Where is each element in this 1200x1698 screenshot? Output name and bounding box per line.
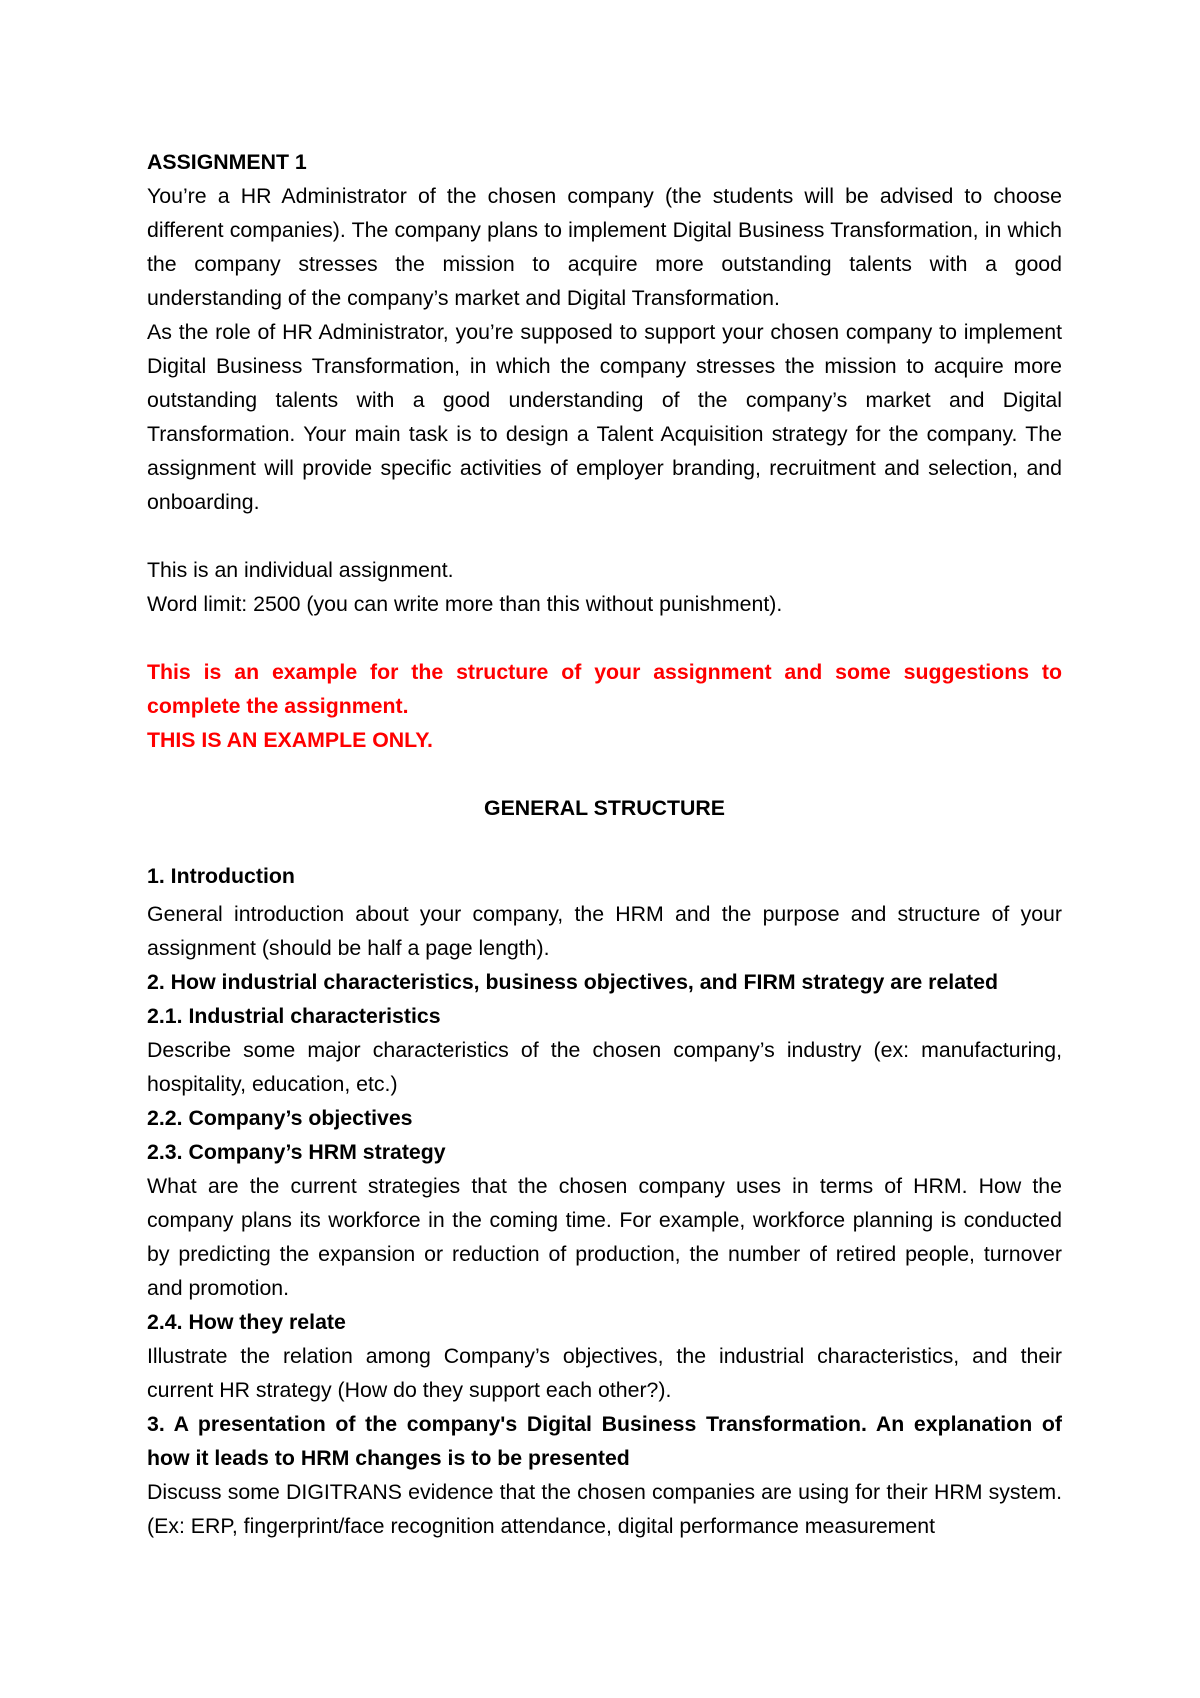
spacer bbox=[147, 825, 1062, 859]
assignment-title: ASSIGNMENT 1 bbox=[147, 150, 307, 174]
intro-paragraph-1: You’re a HR Administrator of the chosen company (the students will be advised to choose different companies). The company plans to implement Digital Business Transformation, in which the company stresses the mission to acquire more outstanding talents with a good understanding of the company’s market and Digital Transformation. bbox=[147, 184, 1062, 310]
section-1-body: General introduction about your company, the HRM and the purpose and structure of your assignment (should be half a page length). bbox=[147, 902, 1062, 960]
section-2-4-body: Illustrate the relation among Company’s objectives, the industrial characteristics, and their current HR strategy (How do they support each other?). bbox=[147, 1344, 1062, 1402]
spacer bbox=[147, 519, 1062, 553]
section-2-3-heading: 2.3. Company’s HRM strategy bbox=[147, 1140, 446, 1164]
section-2-2-heading: 2.2. Company’s objectives bbox=[147, 1106, 413, 1130]
section-2-3-body: What are the current strategies that the chosen company uses in terms of HRM. How the company plans its workforce in the coming time. For example, workforce planning is conducted by predicting the expansion or reduction of production, the number of retired people, turnover and promotion. bbox=[147, 1174, 1062, 1300]
section-2-1-body: Describe some major characteristics of the chosen company’s industry (ex: manufacturing, hospitality, education, etc.) bbox=[147, 1038, 1062, 1096]
spacer bbox=[147, 757, 1062, 791]
individual-note: This is an individual assignment. bbox=[147, 558, 454, 582]
example-notice: This is an example for the structure of your assignment and some suggestions to complete the assignment. bbox=[147, 660, 1062, 718]
document-page bbox=[147, 145, 1062, 1543]
section-1-heading: 1. Introduction bbox=[147, 864, 295, 888]
section-3-heading: 3. A presentation of the company's Digital Business Transformation. An explanation of how it leads to HRM changes is to be presented bbox=[147, 1412, 1062, 1470]
intro-paragraph-2: As the role of HR Administrator, you’re supposed to support your chosen company to implement Digital Business Transformation, in which the company stresses the mission to acquire more outstanding talents with a good understanding of the company’s market and Digital Transformation. Your main task is to design a Talent Acquisition strategy for the company. The assignment will provide specific activities of employer branding, recruitment and selection, and onboarding. bbox=[147, 320, 1062, 514]
section-2-heading: 2. How industrial characteristics, business objectives, and FIRM strategy are related bbox=[147, 970, 998, 994]
word-limit: Word limit: 2500 (you can write more than this without punishment). bbox=[147, 592, 783, 616]
general-structure-heading: GENERAL STRUCTURE bbox=[484, 796, 725, 820]
section-2-4-heading: 2.4. How they relate bbox=[147, 1310, 346, 1334]
section-3-body: Discuss some DIGITRANS evidence that the chosen companies are using for their HRM system. (Ex: ERP, fingerprint/face recognition attendance, digital performance measurement bbox=[147, 1480, 1062, 1538]
example-only-notice: THIS IS AN EXAMPLE ONLY. bbox=[147, 728, 433, 752]
spacer bbox=[147, 621, 1062, 655]
section-2-1-heading: 2.1. Industrial characteristics bbox=[147, 1004, 441, 1028]
